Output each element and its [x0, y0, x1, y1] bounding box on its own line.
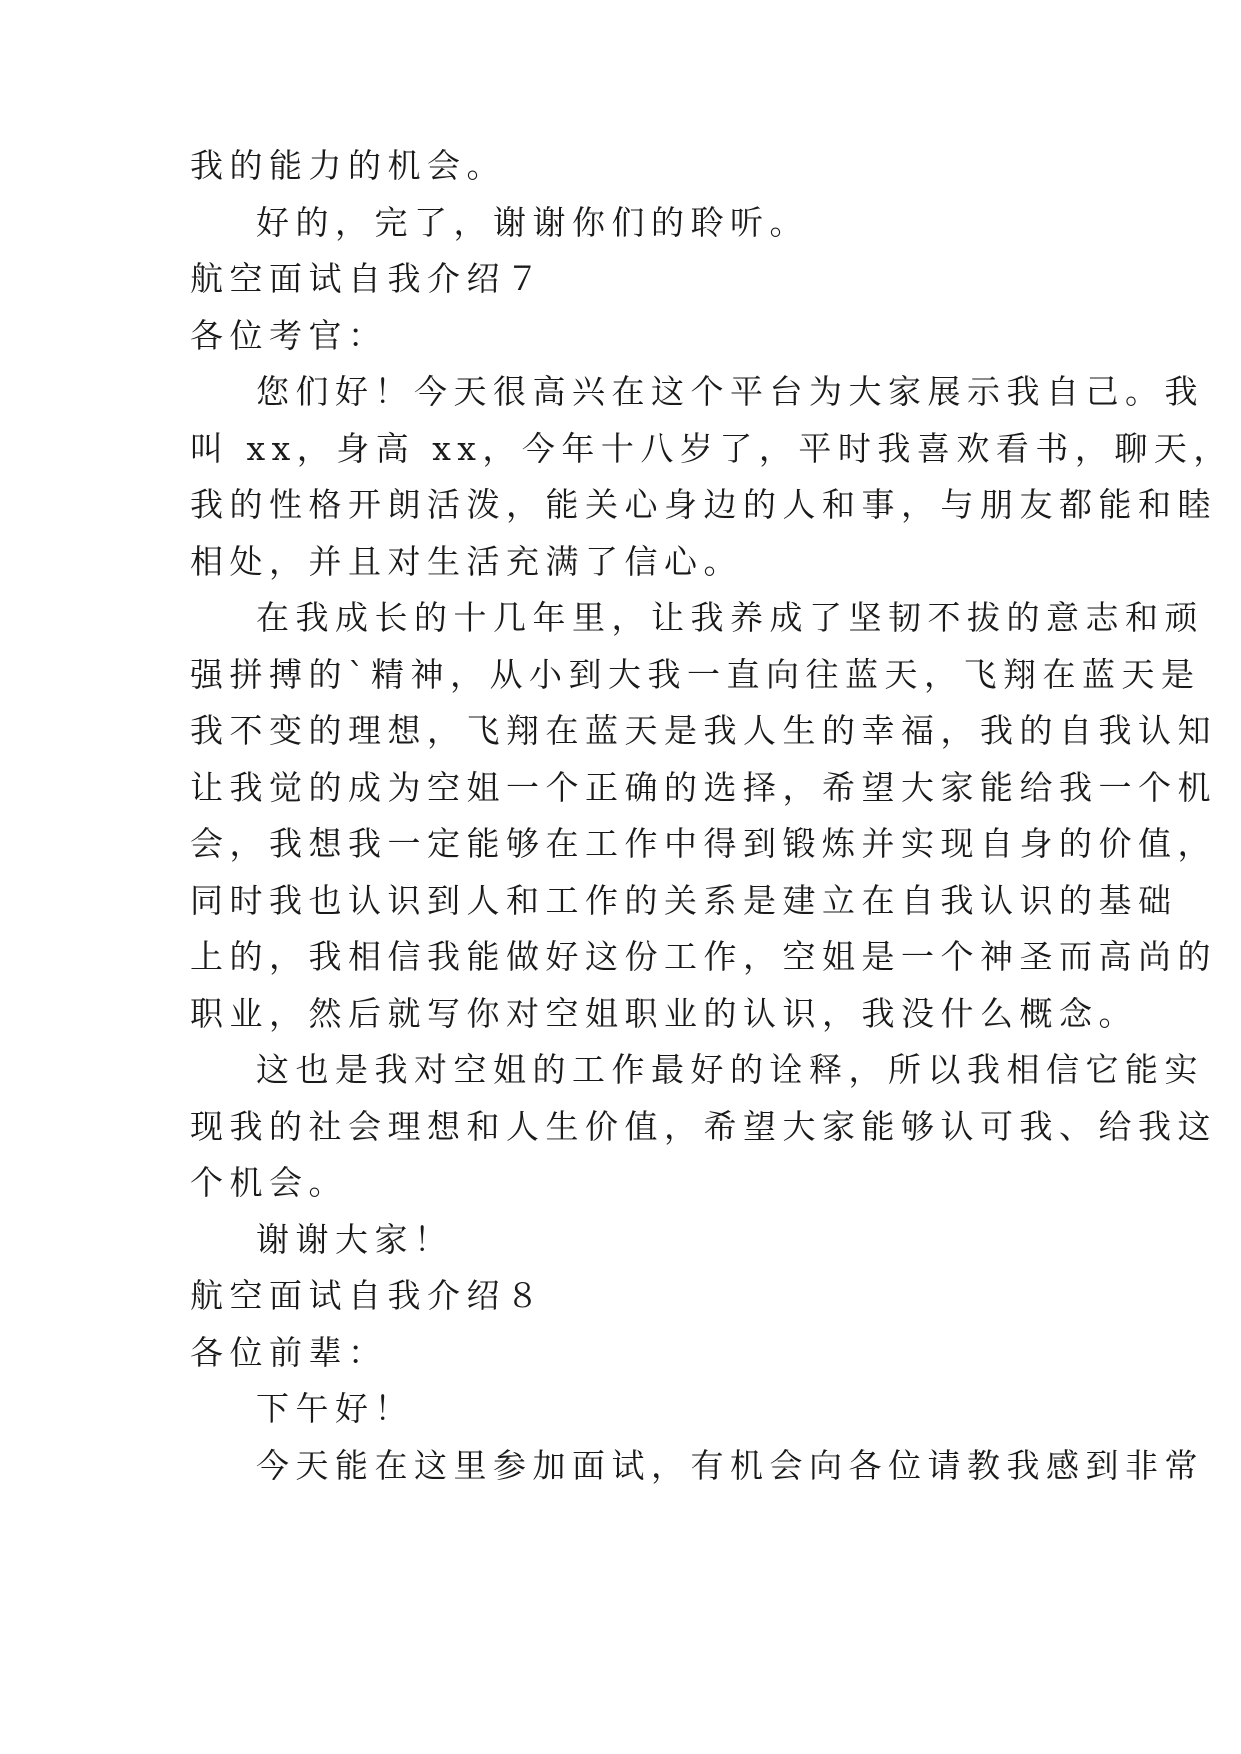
salutation: 各位前辈： [190, 1333, 388, 1372]
paragraph-line: 好的，完了，谢谢你们的聆听。 [256, 203, 809, 242]
paragraph-line: 我的性格开朗活泼，能关心身边的人和事，与朋友都能和睦 [190, 485, 1217, 524]
paragraph-line: 我的能力的机会。 [190, 146, 506, 185]
paragraph-line: 今天能在这里参加面试，有机会向各位请教我感到非常 [256, 1446, 1204, 1485]
salutation: 各位考官： [190, 316, 388, 355]
paragraph-line: 您们好！今天很高兴在这个平台为大家展示我自己。我 [256, 372, 1204, 411]
paragraph-line: 这也是我对空姐的工作最好的诠释，所以我相信它能实 [256, 1050, 1204, 1089]
paragraph-line: 让我觉的成为空姐一个正确的选择，希望大家能给我一个机 [190, 768, 1217, 807]
paragraph-line: 强拼搏的`精神，从小到大我一直向往蓝天，飞翔在蓝天是 [190, 655, 1201, 694]
section-heading: 航空面试自我介绍７ [190, 259, 546, 298]
paragraph-line: 现我的社会理想和人生价值，希望大家能够认可我、给我这 [190, 1107, 1217, 1146]
paragraph-line: 同时我也认识到人和工作的关系是建立在自我认识的基础 [190, 881, 1178, 920]
paragraph-line: 职业，然后就写你对空姐职业的认识，我没什么概念。 [190, 994, 1138, 1033]
paragraph-line: 谢谢大家！ [256, 1220, 454, 1259]
paragraph-line: 叫 xx，身高 xx，今年十八岁了，平时我喜欢看书，聊天， [190, 429, 1233, 468]
section-heading: 航空面试自我介绍８ [190, 1276, 546, 1315]
paragraph-line: 上的，我相信我能做好这份工作，空姐是一个神圣而高尚的 [190, 937, 1217, 976]
paragraph-line: 个机会。 [190, 1163, 348, 1202]
paragraph-line: 我不变的理想，飞翔在蓝天是我人生的幸福，我的自我认知 [190, 711, 1217, 750]
paragraph-line: 在我成长的十几年里，让我养成了坚韧不拔的意志和顽 [256, 598, 1204, 637]
paragraph-line: 下午好！ [256, 1389, 414, 1428]
paragraph-line: 会，我想我一定能够在工作中得到锻炼并实现自身的价值， [190, 824, 1217, 863]
paragraph-line: 相处，并且对生活充满了信心。 [190, 542, 743, 581]
